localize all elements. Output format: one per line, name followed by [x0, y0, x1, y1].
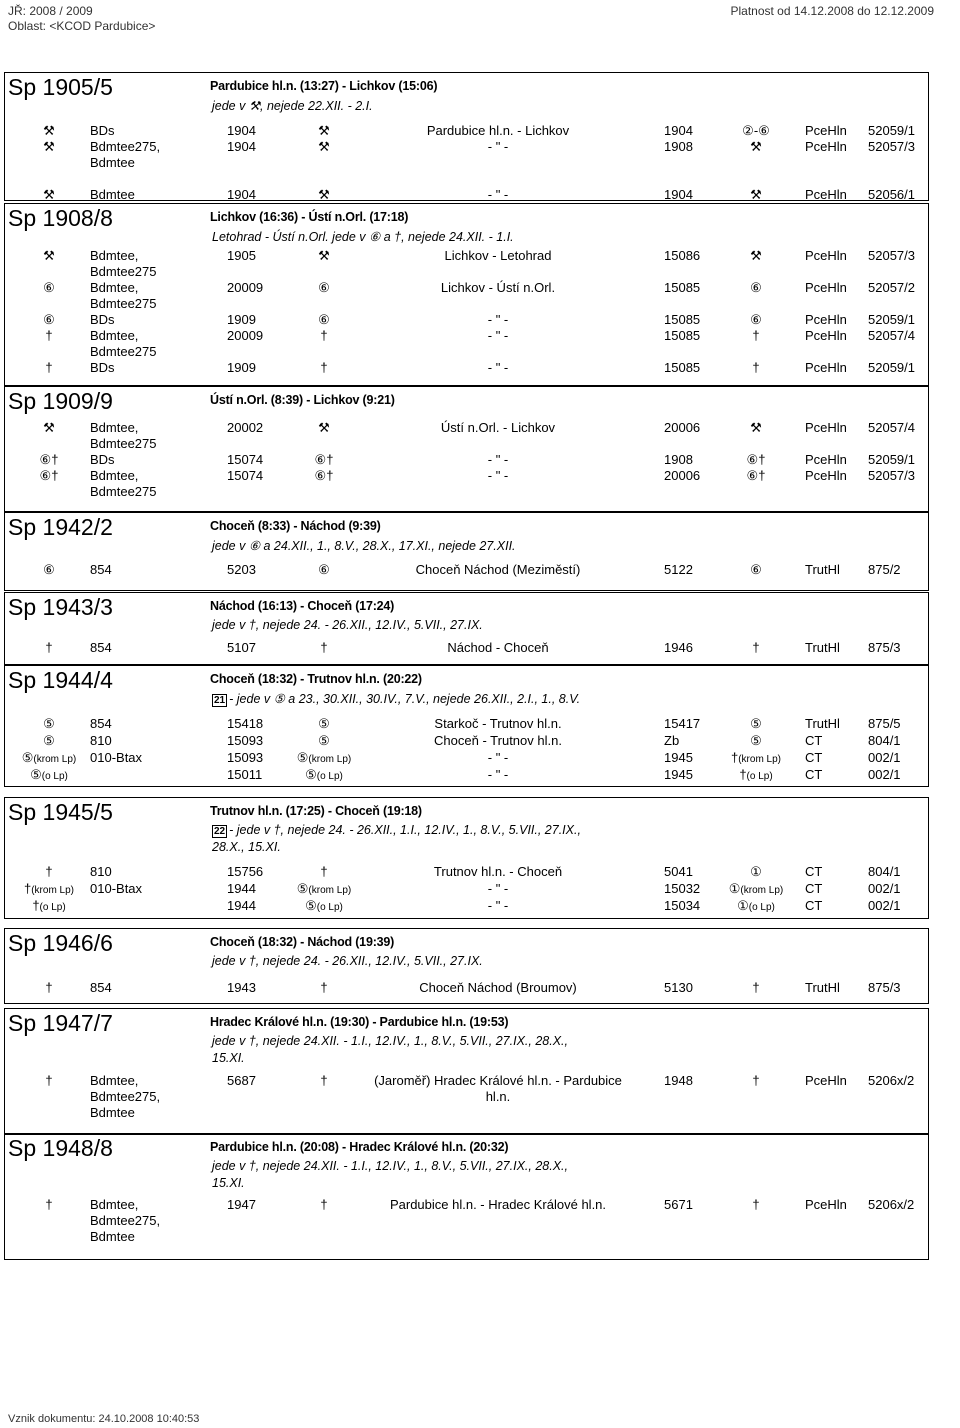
train-number-out: 1946 [664, 640, 693, 655]
train-number-out: 1945 [664, 750, 693, 765]
train-number-out: 20006 [664, 468, 701, 483]
depot: PceHln [805, 139, 847, 154]
depot: PceHln [805, 328, 847, 343]
train-number-in: 15093 [227, 733, 264, 748]
day-symbol-3: † [752, 980, 760, 995]
operating-note: jede v †, nejede 24.XII. - 1.I., 12.IV., 1., 8.V., 5.VII., 27.IX., 28.X., [212, 1159, 568, 1173]
day-symbol-2: † [320, 864, 328, 879]
train-number-out: 5041 [664, 864, 693, 879]
train-id: Sp 1946/6 [8, 930, 113, 956]
day-symbol-3: ⑤ [750, 716, 762, 731]
day-symbol-2: ⚒ [318, 248, 330, 263]
day-symbol: ⚒ [43, 123, 55, 138]
day-symbol-2: ⑤(o Lp) [305, 767, 343, 782]
train-id: Sp 1942/2 [8, 514, 113, 540]
route-title: Choceň (18:32) - Trutnov hl.n. (20:22) [210, 672, 422, 686]
vehicle-type: Bdmtee, [90, 1073, 139, 1088]
vehicle-type: BDs [90, 360, 115, 375]
train-number-out: 15085 [664, 328, 701, 343]
operating-note: jede v †, nejede 24. - 26.XII., 12.IV., 5.VII., 27.IX. [212, 618, 483, 632]
vehicle-type: Bdmtee [90, 1105, 135, 1120]
operating-note: jede v ⚒, nejede 22.XII. - 2.I. [212, 99, 373, 113]
route-title: Pardubice hl.n. (20:08) - Hradec Králové hl.n. (20:32) [210, 1140, 509, 1154]
day-symbol: ⚒ [43, 420, 55, 435]
vehicle-type: 810 [90, 733, 112, 748]
depot: PceHln [805, 187, 847, 202]
operating-note: jede v ⑥ a 24.XII., 1., 8.V., 28.X., 17.XI., nejede 27.XII. [212, 539, 516, 553]
day-symbol-2: ⑤(krom Lp) [296, 750, 352, 765]
depot: CT [805, 767, 823, 782]
vehicle-type: Bdmtee275, [90, 139, 161, 154]
day-symbol: † [45, 980, 53, 995]
train-id: Sp 1909/9 [8, 388, 113, 414]
relation: Starkoč - Trutnov hl.n. [434, 716, 562, 731]
code: 002/1 [868, 767, 901, 782]
vehicle-type: 810 [90, 864, 112, 879]
depot: PceHln [805, 360, 847, 375]
day-symbol-3: ⚒ [750, 420, 762, 435]
code: 52057/3 [868, 248, 915, 263]
train-number-out: 5130 [664, 980, 693, 995]
train-number-in: 15756 [227, 864, 264, 879]
vehicle-type: Bdmtee275 [90, 264, 157, 279]
train-number-out: 1908 [664, 452, 693, 467]
relation: - " - [487, 139, 509, 154]
code: 875/3 [868, 640, 901, 655]
code: 52059/1 [868, 452, 915, 467]
train-id: Sp 1947/7 [8, 1010, 113, 1036]
day-symbol-3: ① [750, 864, 762, 879]
day-symbol-3: † [752, 360, 760, 375]
train-number-in: 1944 [227, 881, 256, 896]
depot: PceHln [805, 452, 847, 467]
depot: CT [805, 864, 823, 879]
operating-note: 15.XI. [212, 1051, 245, 1065]
day-symbol-2: † [320, 1073, 328, 1088]
code: 52059/1 [868, 360, 915, 375]
operating-note: 21 - jede v ⑤ a 23., 30.XII., 30.IV., 7.V., nejede 26.XII., 2.I., 1., 8.V. [214, 692, 581, 706]
depot: CT [805, 898, 823, 913]
day-symbol-2: ⑥† [314, 452, 334, 467]
relation: Náchod - Choceň [447, 640, 549, 655]
day-symbol: ⑤(o Lp) [30, 767, 68, 782]
train-number-in: 1905 [227, 248, 256, 263]
day-symbol-3: ⚒ [750, 248, 762, 263]
day-symbol-2: † [320, 328, 328, 343]
depot: CT [805, 733, 823, 748]
train-number-in: 15074 [227, 468, 264, 483]
header-region: Oblast: <KCOD Pardubice> [8, 19, 156, 33]
relation: Pardubice hl.n. - Lichkov [426, 123, 570, 138]
train-number-out: 15417 [664, 716, 701, 731]
vehicle-type: 010-Btax [90, 750, 143, 765]
depot: PceHln [805, 420, 847, 435]
day-symbol-3: ①(krom Lp) [728, 881, 784, 896]
day-symbol-2: † [320, 640, 328, 655]
vehicle-type: Bdmtee275 [90, 344, 157, 359]
train-number-out: 1904 [664, 187, 693, 202]
day-symbol: ⑥ [43, 280, 55, 295]
day-symbol: † [45, 360, 53, 375]
route-title: Hradec Králové hl.n. (19:30) - Pardubice hl.n. (19:53) [210, 1015, 509, 1029]
operating-note: 15.XI. [212, 1176, 245, 1190]
day-symbol-3: †(krom Lp) [730, 750, 782, 765]
relation: Trutnov hl.n. - Choceň [433, 864, 563, 879]
code: 5206x/2 [868, 1073, 915, 1088]
day-symbol-2: ⑤(o Lp) [305, 898, 343, 913]
day-symbol-3: ⑥ [750, 280, 762, 295]
vehicle-type: Bdmtee, [90, 420, 139, 435]
route-title: Choceň (18:32) - Náchod (19:39) [210, 935, 395, 949]
relation: - " - [487, 312, 509, 327]
vehicle-type: BDs [90, 123, 115, 138]
train-number-out: 15032 [664, 881, 701, 896]
train-number-out: 15086 [664, 248, 701, 263]
day-symbol-2: ⑤ [318, 733, 330, 748]
route-title: Ústí n.Orl. (8:39) - Lichkov (9:21) [210, 393, 395, 407]
train-number-out: 15085 [664, 280, 701, 295]
train-number-in: 20009 [227, 280, 264, 295]
day-symbol-3: ⑥† [746, 452, 766, 467]
relation: - " - [487, 328, 509, 343]
header-validity: Platnost od 14.12.2008 do 12.12.2009 [730, 4, 934, 18]
depot: CT [805, 750, 823, 765]
train-number-in: 5203 [227, 562, 256, 577]
day-symbol-2: ⑤(krom Lp) [296, 881, 352, 896]
route-title: Pardubice hl.n. (13:27) - Lichkov (15:06) [210, 79, 438, 93]
day-symbol-2: † [320, 360, 328, 375]
vehicle-type: Bdmtee, [90, 468, 139, 483]
operating-note: 22 - jede v †, nejede 24. - 26.XII., 1.I., 12.IV., 1., 8.V., 5.VII., 27.IX., [214, 823, 581, 837]
vehicle-type: Bdmtee [90, 1229, 135, 1244]
day-symbol-2: ⑥ [318, 312, 330, 327]
relation: Lichkov - Ústí n.Orl. [440, 280, 556, 295]
depot: TrutHl [805, 640, 840, 655]
train-number-out: Zb [664, 733, 680, 748]
relation: - " - [487, 468, 509, 483]
code: 875/2 [868, 562, 901, 577]
vehicle-type: Bdmtee, [90, 1197, 139, 1212]
day-symbol-3: ⑥† [746, 468, 766, 483]
day-symbol-3: †(o Lp) [739, 767, 773, 782]
train-number-in: 1909 [227, 360, 256, 375]
relation: Choceň Náchod (Broumov) [419, 980, 577, 995]
code: 002/1 [868, 750, 901, 765]
code: 52057/4 [868, 328, 915, 343]
header-title: JŘ: 2008 / 2009 [8, 4, 93, 18]
code: 5206x/2 [868, 1197, 915, 1212]
day-symbol-3: † [752, 1073, 760, 1088]
vehicle-type: Bdmtee275, [90, 1213, 161, 1228]
depot: CT [805, 881, 823, 896]
train-number-in: 15011 [227, 767, 263, 782]
relation: - " - [487, 187, 509, 202]
depot: PceHln [805, 468, 847, 483]
day-symbol-2: ⚒ [318, 139, 330, 154]
relation: - " - [487, 767, 509, 782]
code: 002/1 [868, 881, 901, 896]
train-number-in: 1909 [227, 312, 256, 327]
day-symbol: † [45, 1197, 53, 1212]
day-symbol-2: † [320, 1197, 328, 1212]
train-number-in: 1904 [227, 139, 256, 154]
train-number-in: 1943 [227, 980, 256, 995]
train-number-in: 1944 [227, 898, 256, 913]
day-symbol-3: ⚒ [750, 187, 762, 202]
route-title: Choceň (8:33) - Náchod (9:39) [210, 519, 381, 533]
relation: hl.n. [485, 1089, 511, 1104]
relation: - " - [487, 898, 509, 913]
day-symbol: ⑥† [39, 468, 59, 483]
relation: - " - [487, 360, 509, 375]
day-symbol: †(krom Lp) [23, 881, 75, 896]
day-symbol-3: † [752, 1197, 760, 1212]
code: 52057/4 [868, 420, 915, 435]
vehicle-type: Bdmtee, [90, 248, 139, 263]
vehicle-type: Bdmtee [90, 187, 135, 202]
code: 52057/3 [868, 139, 915, 154]
relation: Choceň Náchod (Meziměstí) [415, 562, 581, 577]
route-title: Trutnov hl.n. (17:25) - Choceň (19:18) [210, 804, 422, 818]
vehicle-type: Bdmtee, [90, 328, 139, 343]
train-number-out: 15085 [664, 312, 701, 327]
day-symbol: ⚒ [43, 139, 55, 154]
train-number-out: 1908 [664, 139, 693, 154]
header-area [8, 4, 155, 34]
day-symbol-2: ⚒ [318, 187, 330, 202]
train-number-out: 1945 [664, 767, 693, 782]
vehicle-type: Bdmtee275, [90, 1089, 161, 1104]
day-symbol: ⑥ [43, 562, 55, 577]
depot: TrutHl [805, 562, 840, 577]
vehicle-type: BDs [90, 312, 115, 327]
day-symbol-2: † [320, 980, 328, 995]
depot: PceHln [805, 1073, 847, 1088]
day-symbol: † [45, 864, 53, 879]
day-symbol: † [45, 640, 53, 655]
vehicle-type: 854 [90, 716, 112, 731]
train-number-out: 20006 [664, 420, 701, 435]
depot: PceHln [805, 123, 847, 138]
train-number-in: 15074 [227, 452, 264, 467]
depot: PceHln [805, 248, 847, 263]
operating-note: Letohrad - Ústí n.Orl. jede v ⑥ a †, nejede 24.XII. - 1.I. [212, 230, 514, 244]
vehicle-type: 854 [90, 640, 112, 655]
vehicle-type: 010-Btax [90, 881, 143, 896]
day-symbol-3: ⚒ [750, 139, 762, 154]
relation: (Jaroměř) Hradec Králové hl.n. - Pardubice [374, 1073, 622, 1088]
train-number-out: 1904 [664, 123, 693, 138]
day-symbol-2: ⑤ [318, 716, 330, 731]
depot: TrutHl [805, 980, 840, 995]
day-symbol: ⑤ [43, 733, 55, 748]
train-number-in: 5687 [227, 1073, 256, 1088]
day-symbol: ⑥ [43, 312, 55, 327]
code: 52059/1 [868, 312, 915, 327]
day-symbol: ⑤(krom Lp) [21, 750, 77, 765]
depot: PceHln [805, 1197, 847, 1212]
vehicle-type: Bdmtee275 [90, 436, 157, 451]
vehicle-type: Bdmtee, [90, 280, 139, 295]
operating-note: 28.X., 15.XI. [212, 840, 281, 854]
footer-created: Vznik dokumentu: 24.10.2008 10:40:53 [8, 1413, 200, 1425]
day-symbol: ⑤ [43, 716, 55, 731]
relation: Ústí n.Orl. - Lichkov [440, 420, 556, 435]
train-number-in: 15093 [227, 750, 264, 765]
train-number-out: 1948 [664, 1073, 693, 1088]
code: 875/5 [868, 716, 901, 731]
train-number-in: 1904 [227, 187, 256, 202]
code: 804/1 [868, 733, 901, 748]
day-symbol: †(o Lp) [32, 898, 66, 913]
train-number-in: 20002 [227, 420, 264, 435]
vehicle-type: Bdmtee [90, 155, 135, 170]
relation: - " - [487, 881, 509, 896]
day-symbol-3: ①(o Lp) [737, 898, 775, 913]
train-number-out: 5122 [664, 562, 693, 577]
code: 52057/3 [868, 468, 915, 483]
relation: Choceň - Trutnov hl.n. [434, 733, 562, 748]
train-id: Sp 1905/5 [8, 74, 113, 100]
day-symbol-3: † [752, 640, 760, 655]
depot: PceHln [805, 312, 847, 327]
day-symbol-2: ⑥† [314, 468, 334, 483]
train-id: Sp 1943/3 [8, 594, 113, 620]
route-title: Lichkov (16:36) - Ústí n.Orl. (17:18) [210, 210, 409, 224]
operating-note: jede v †, nejede 24. - 26.XII., 12.IV., 5.VII., 27.IX. [212, 954, 483, 968]
code: 804/1 [868, 864, 901, 879]
vehicle-type: Bdmtee275 [90, 296, 157, 311]
code: 875/3 [868, 980, 901, 995]
train-number-out: 15085 [664, 360, 701, 375]
train-number-in: 1904 [227, 123, 256, 138]
vehicle-type: Bdmtee275 [90, 484, 157, 499]
day-symbol-3: † [752, 328, 760, 343]
day-symbol-3: ⑥ [750, 312, 762, 327]
train-number-in: 5107 [227, 640, 256, 655]
vehicle-type: 854 [90, 980, 112, 995]
relation: Pardubice hl.n. - Hradec Králové hl.n. [389, 1197, 607, 1212]
day-symbol: ⚒ [43, 187, 55, 202]
code: 002/1 [868, 898, 901, 913]
train-number-out: 5671 [664, 1197, 693, 1212]
vehicle-type: BDs [90, 452, 115, 467]
train-number-in: 20009 [227, 328, 264, 343]
vehicle-type: 854 [90, 562, 112, 577]
day-symbol-2: ⑥ [318, 562, 330, 577]
train-number-in: 15418 [227, 716, 264, 731]
day-symbol-3: ⑥ [750, 562, 762, 577]
train-id: Sp 1908/8 [8, 205, 113, 231]
day-symbol: † [45, 1073, 53, 1088]
day-symbol-2: ⚒ [318, 420, 330, 435]
route-title: Náchod (16:13) - Choceň (17:24) [210, 599, 395, 613]
relation: Lichkov - Letohrad [444, 248, 552, 263]
day-symbol-3: ⑤ [750, 733, 762, 748]
code: 52057/2 [868, 280, 915, 295]
day-symbol: ⑥† [39, 452, 59, 467]
day-symbol-2: ⚒ [318, 123, 330, 138]
train-number-out: 15034 [664, 898, 701, 913]
day-symbol: ⚒ [43, 248, 55, 263]
day-symbol-2: ⑥ [318, 280, 330, 295]
day-symbol-3: ②-⑥ [742, 123, 770, 138]
relation: - " - [487, 452, 509, 467]
depot: TrutHl [805, 716, 840, 731]
train-id: Sp 1945/5 [8, 799, 113, 825]
train-number-in: 1947 [227, 1197, 256, 1212]
code: 52056/1 [868, 187, 915, 202]
relation: - " - [487, 750, 509, 765]
depot: PceHln [805, 280, 847, 295]
operating-note: jede v †, nejede 24.XII. - 1.I., 12.IV., 1., 8.V., 5.VII., 27.IX., 28.X., [212, 1034, 568, 1048]
day-symbol: † [45, 328, 53, 343]
code: 52059/1 [868, 123, 915, 138]
train-id: Sp 1944/4 [8, 667, 113, 693]
train-id: Sp 1948/8 [8, 1135, 113, 1161]
